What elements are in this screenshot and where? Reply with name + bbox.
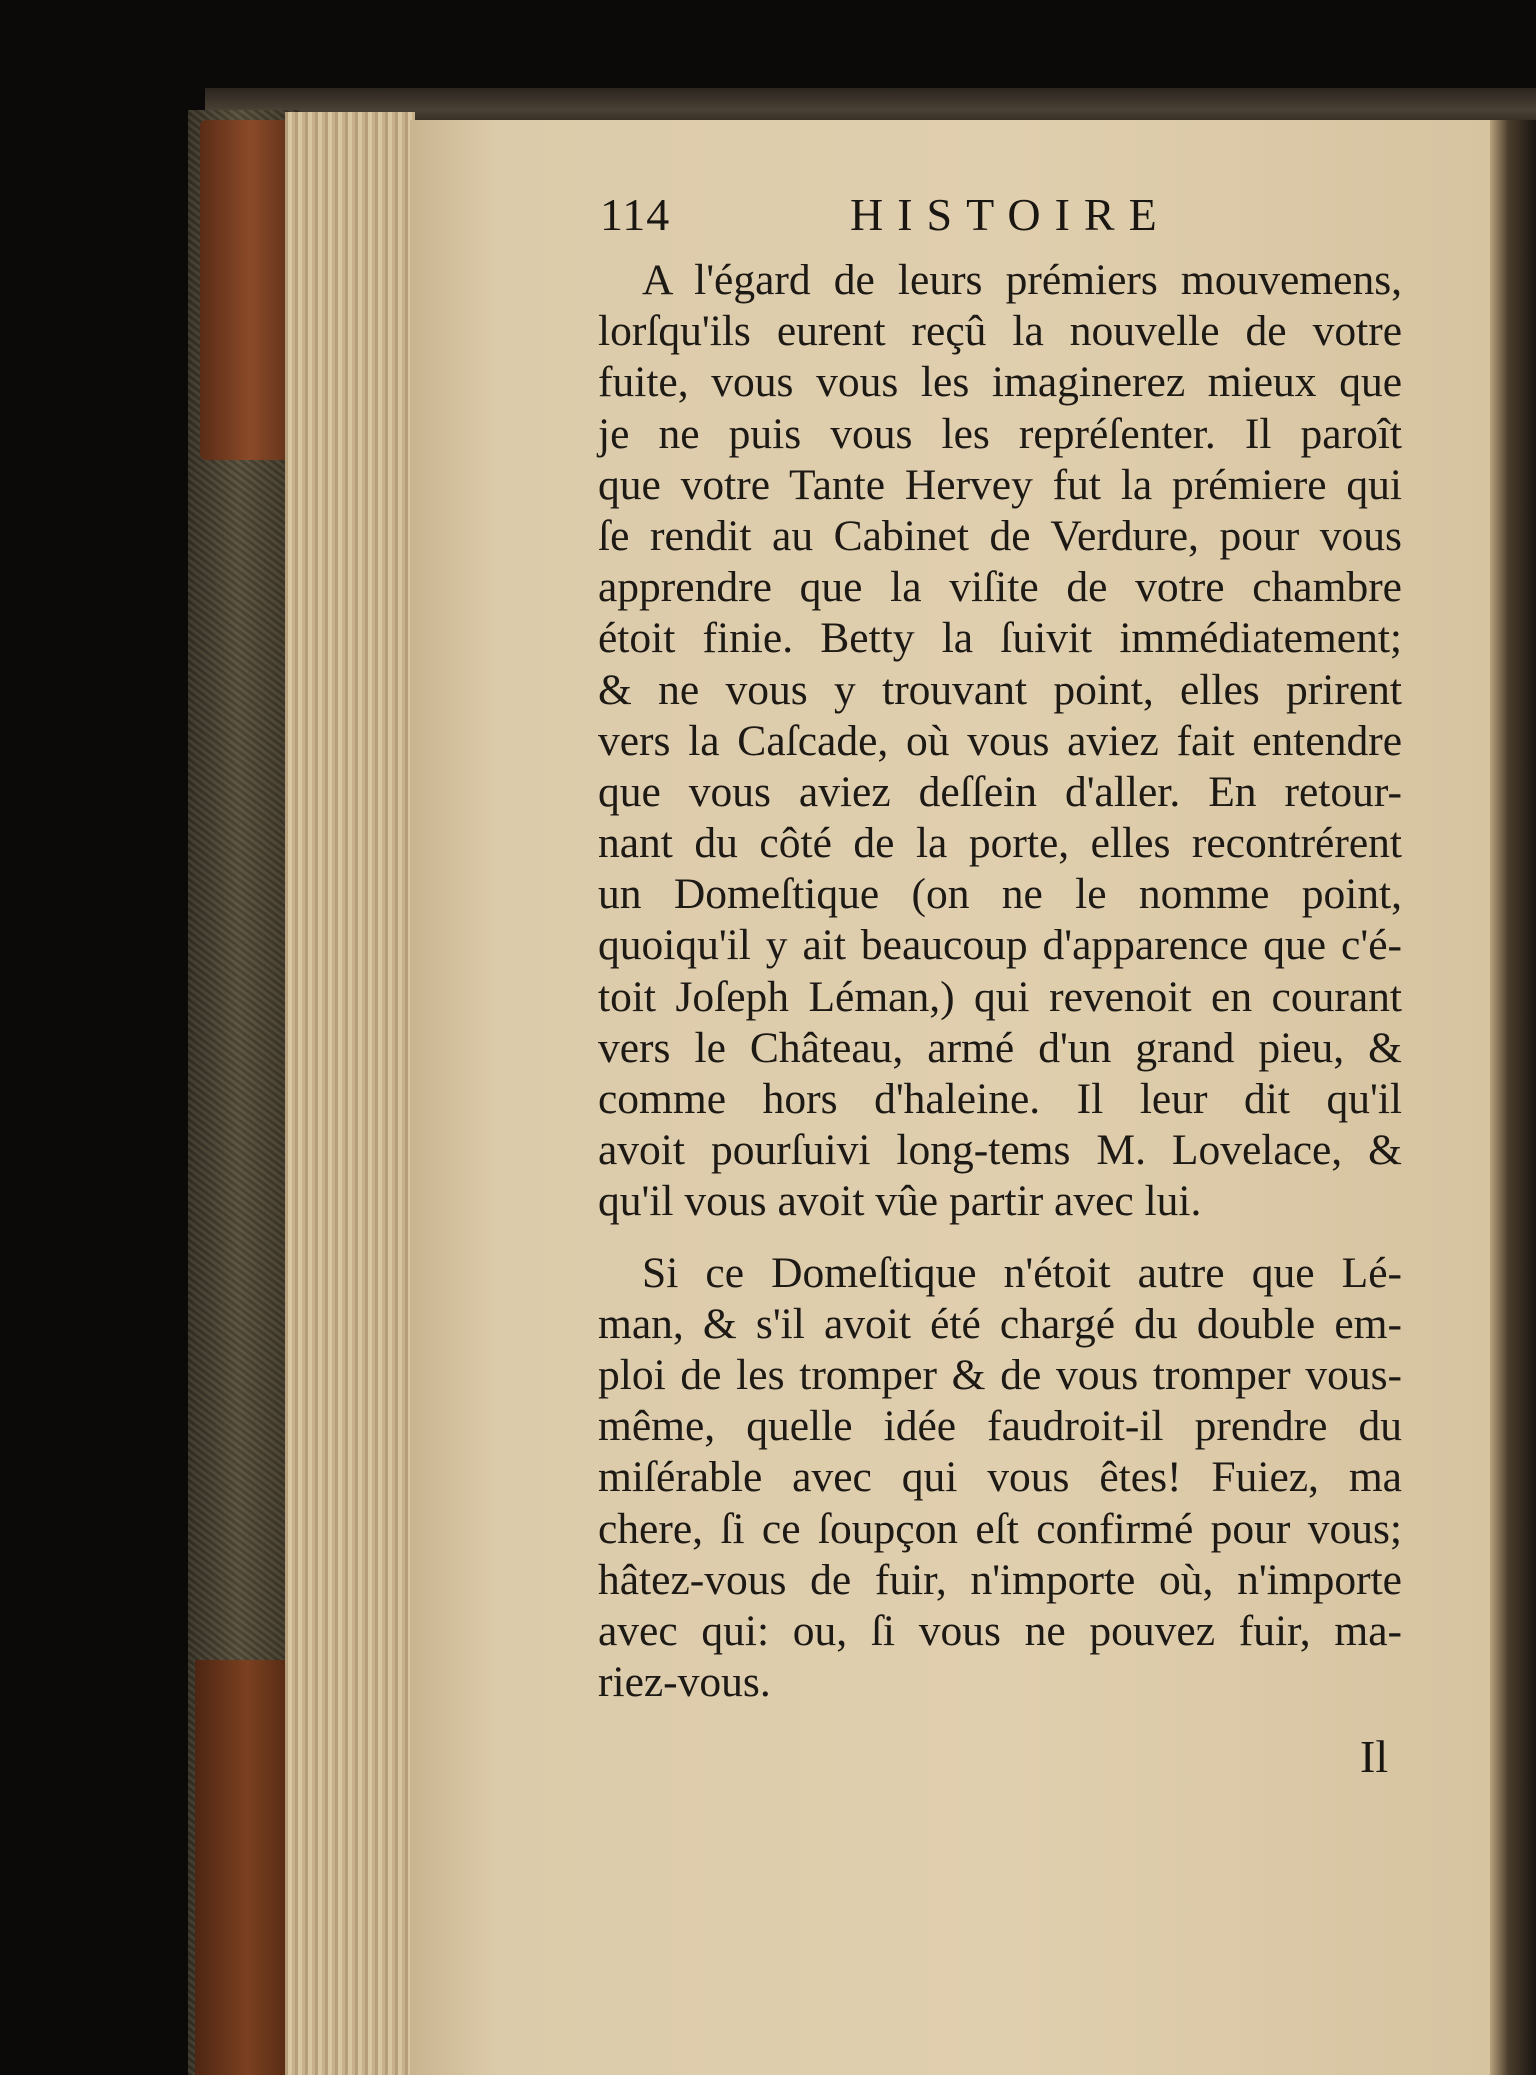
text-line: hâtez-vous de fuir, n'importe où, n'importe bbox=[598, 1555, 1402, 1604]
text-line: man, & s'il avoit été chargé du double em- bbox=[598, 1299, 1402, 1348]
running-title: HISTOIRE bbox=[850, 189, 1171, 240]
text-line: ploi de les tromper & de vous tromper vous- bbox=[598, 1350, 1402, 1399]
text-line: étoit finie. Betty la ſuivit immédiatement; bbox=[598, 614, 1402, 663]
text-line: A l'égard de leurs prémiers mouvemens, bbox=[642, 256, 1402, 304]
text-line: miſérable avec qui vous êtes! Fuiez, ma bbox=[598, 1453, 1402, 1502]
text-line: que vous aviez deſſein d'aller. En retour- bbox=[598, 767, 1402, 816]
paragraph bbox=[598, 255, 1402, 1228]
text-line: avoit pourſuivi long-tems M. Lovelace, & bbox=[598, 1126, 1402, 1175]
text-line: vers le Château, armé d'un grand pieu, & bbox=[598, 1023, 1402, 1072]
text-line: comme hors d'haleine. Il leur dit qu'il bbox=[598, 1075, 1402, 1123]
running-header bbox=[600, 188, 1400, 238]
body-text bbox=[598, 255, 1402, 1708]
text-line: ſe rendit au Cabinet de Verdure, pour vous bbox=[598, 511, 1402, 560]
paragraph bbox=[598, 1248, 1402, 1709]
text-line: apprendre que la viſite de votre chambre bbox=[598, 563, 1402, 612]
text-line: quoiqu'il y ait beaucoup d'apparence que c'é- bbox=[598, 921, 1402, 970]
text-line: un Domeſtique (on ne le nomme point, bbox=[598, 870, 1402, 919]
text-line: vers la Caſcade, où vous aviez fait entendre bbox=[598, 716, 1402, 765]
text-line: nant du côté de la porte, elles recontrérent bbox=[598, 819, 1402, 868]
page-number: 114 bbox=[600, 189, 671, 240]
text-line: même, quelle idée faudroit-il prendre du bbox=[598, 1402, 1402, 1451]
page-edges bbox=[285, 112, 415, 2075]
text-line: chere, ſi ce ſoupçon eſt confirmé pour vous; bbox=[598, 1504, 1402, 1553]
text-line: que votre Tante Hervey fut la prémiere qui bbox=[598, 460, 1402, 509]
text-line: Si ce Domeſtique n'étoit autre que Lé- bbox=[642, 1248, 1402, 1297]
text-line: riez-vous. bbox=[598, 1658, 771, 1707]
text-line: je ne puis vous les repréſenter. Il paroît bbox=[598, 409, 1402, 458]
text-line: qu'il vous avoit vûe partir avec lui. bbox=[598, 1177, 1202, 1226]
text-line: avec qui: ou, ſi vous ne pouvez fuir, ma- bbox=[598, 1606, 1402, 1655]
facing-page-edge bbox=[1490, 120, 1536, 2075]
text-line: toit Joſeph Léman,) qui revenoit en courant bbox=[598, 972, 1402, 1021]
text-line: & ne vous y trouvant point, elles prirent bbox=[598, 665, 1402, 714]
catchword: Il bbox=[1360, 1731, 1389, 1782]
text-line: fuite, vous vous les imaginerez mieux que bbox=[598, 358, 1402, 407]
text-line: lorſqu'ils eurent reçû la nouvelle de votre bbox=[598, 307, 1402, 356]
